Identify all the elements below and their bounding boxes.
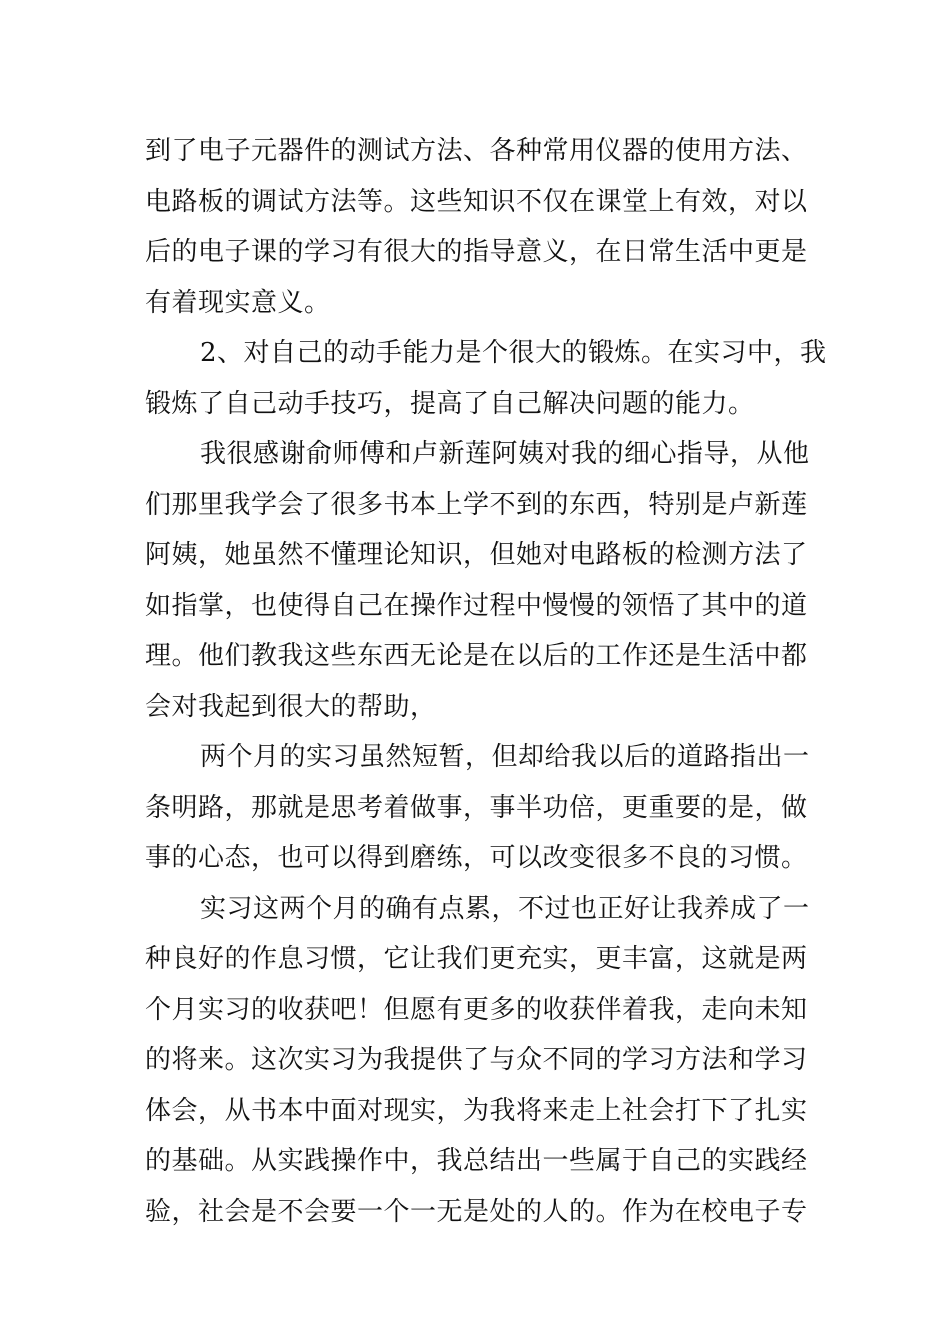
document-body bbox=[145, 126, 827, 1237]
text-line-14: 条明路，那就是思考着做事，事半功倍，更重要的是，做 bbox=[145, 792, 808, 823]
text-line-10: 如指掌，也使得自己在操作过程中慢慢的领悟了其中的道 bbox=[145, 590, 808, 621]
text-line-4: 有着现实意义。 bbox=[145, 287, 331, 318]
text-line-12: 会对我起到很大的帮助， bbox=[145, 691, 437, 722]
text-line-5: 2、对自己的动手能力是个很大的锻炼。在实习中，我 bbox=[200, 338, 827, 368]
text-line-1: 到了电子元器件的测试方法、各种常用仪器的使用方法、 bbox=[145, 136, 808, 166]
text-line-6: 锻炼了自己动手技巧，提高了自己解决问题的能力。 bbox=[145, 388, 755, 419]
text-line-21: 的基础。从实践操作中，我总结出一些属于自己的实践经 bbox=[145, 1146, 808, 1176]
text-line-13: 两个月的实习虽然短暂，但却给我以后的道路指出一 bbox=[200, 742, 810, 772]
text-line-15: 事的心态，也可以得到磨练，可以改变很多不良的习惯。 bbox=[145, 843, 808, 873]
text-line-16: 实习这两个月的确有点累，不过也正好让我养成了一 bbox=[200, 893, 810, 924]
text-line-20: 体会，从书本中面对现实，为我将来走上社会打下了扎实 bbox=[145, 1095, 808, 1126]
text-line-17: 种良好的作息习惯，它让我们更充实，更丰富，这就是两 bbox=[145, 944, 808, 974]
text-line-22: 验，社会是不会要一个一无是处的人的。作为在校电子专 bbox=[145, 1196, 808, 1227]
text-line-19: 的将来。这次实习为我提供了与众不同的学习方法和学习 bbox=[145, 1045, 808, 1075]
text-line-9: 阿姨，她虽然不懂理论知识，但她对电路板的检测方法了 bbox=[145, 540, 808, 570]
text-line-11: 理。他们教我这些东西无论是在以后的工作还是生活中都 bbox=[145, 641, 808, 671]
text-line-18: 个月实习的收获吧！但愿有更多的收获伴着我，走向未知 bbox=[145, 994, 808, 1025]
text-line-2: 电路板的调试方法等。这些知识不仅在课堂上有效，对以 bbox=[145, 186, 808, 217]
text-line-7: 我很感谢俞师傅和卢新莲阿姨对我的细心指导，从他 bbox=[200, 439, 810, 469]
text-line-8: 们那里我学会了很多书本上学不到的东西，特别是卢新莲 bbox=[145, 489, 808, 520]
text-line-3: 后的电子课的学习有很大的指导意义，在日常生活中更是 bbox=[145, 237, 808, 267]
